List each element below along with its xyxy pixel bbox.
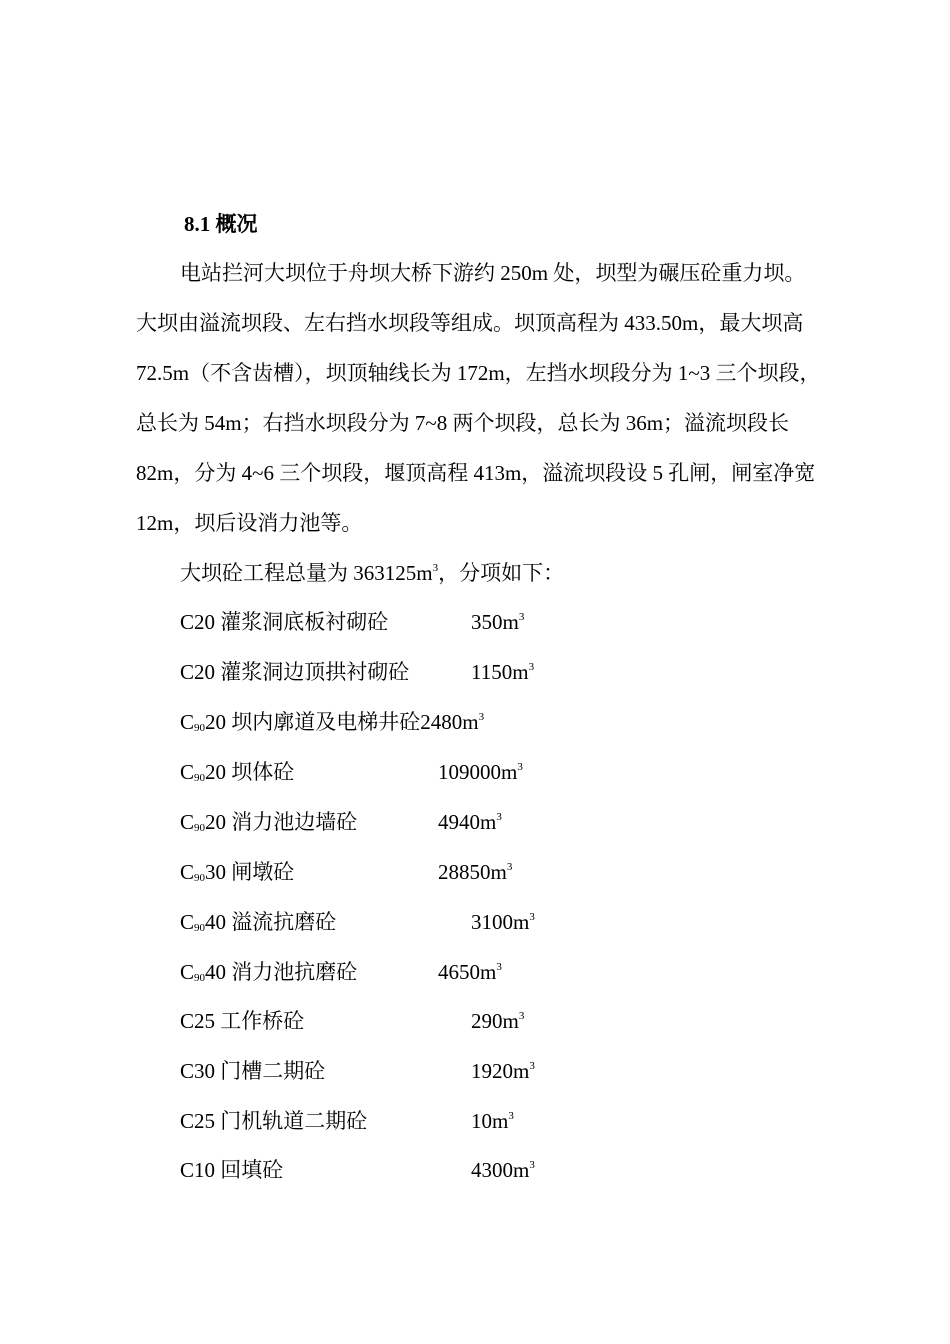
item-quantity: $4940m^3$ (438, 810, 502, 834)
paragraph-line: 总长为 54m；右挡水坝段分为 7~8 两个坝段，总长为 36m；溢流坝段长 (136, 411, 790, 435)
grade-subscript: 90 (194, 872, 206, 884)
concrete-grade: C (180, 710, 195, 734)
list-item: $C_{90}20$ 消力池边墙砼 (180, 810, 358, 834)
item-name: 灌浆洞边顶拱衬砌砼 (215, 660, 410, 684)
item-name: 工作桥砼 (215, 1009, 305, 1033)
grade-subscript: 90 (194, 722, 206, 734)
item-quantity: 2480m (420, 710, 479, 734)
item-quantity: $350m^3$ (471, 610, 525, 634)
list-item: $C_{90}40$ 消力池抗磨砼 (180, 960, 358, 984)
concrete-grade: C (180, 910, 195, 934)
item-quantity: $1920m^3$ (471, 1059, 535, 1083)
item-quantity: $1150m^3$ (471, 660, 535, 684)
paragraph-line: 大坝由溢流坝段、左右挡水坝段等组成。坝顶高程为 433.50m，最大坝高 (136, 311, 804, 335)
total-volume-prefix: 大坝砼工程总量为 363125m (180, 561, 433, 585)
paragraph-line: 12m，坝后设消力池等。 (136, 511, 363, 535)
concrete-grade: C (180, 860, 195, 884)
concrete-grade: C20 (180, 660, 216, 684)
item-name: 灌浆洞底板衬砌砼 (215, 610, 389, 634)
list-item (180, 1155, 283, 1185)
item-name: 消力池边墙砼 (226, 810, 358, 834)
list-item (180, 1006, 304, 1036)
grade-subscript: 90 (194, 822, 206, 834)
paragraph-line: 82m，分为 4~6 三个坝段，堰顶高程 413m，溢流坝段设 5 孔闸，闸室净宽 (136, 461, 816, 485)
item-name: 坝体砼 (226, 760, 295, 784)
grade-subscript: 90 (194, 972, 206, 984)
item-name: 坝内廓道及电梯井砼 (226, 710, 421, 734)
item-quantity: $4650m^3$ (438, 960, 502, 984)
concrete-grade: C10 (180, 1158, 216, 1182)
list-item (180, 1106, 367, 1136)
item-name: 消力池抗磨砼 (226, 960, 358, 984)
item-quantity: $28850m^3$ (438, 860, 513, 884)
list-item (180, 607, 388, 637)
grade-subscript: 90 (194, 922, 206, 934)
concrete-grade: C30 (180, 1059, 216, 1083)
list-item: $C_{90}20$ 坝内廓道及电梯井砼$2480m^3$ (180, 710, 485, 734)
list-item (180, 657, 409, 687)
paragraph-line: 72.5m（不含齿槽），坝顶轴线长为 172m，左挡水坝段分为 1~3 三个坝段， (136, 361, 821, 385)
item-quantity: $109000m^3$ (438, 760, 523, 784)
concrete-grade: C25 (180, 1109, 216, 1133)
list-item: $C_{90}30$ 闸墩砼 (180, 860, 295, 884)
section-heading: 8.1 概况 (184, 212, 258, 236)
item-name: 闸墩砼 (226, 860, 295, 884)
item-name: 溢流抗磨砼 (226, 910, 337, 934)
item-name: 门槽二期砼 (215, 1059, 326, 1083)
paragraph-line: 电站拦河大坝位于舟坝大桥下游约 250m 处，坝型为碾压砼重力坝。 (180, 261, 806, 285)
concrete-grade: C (180, 810, 195, 834)
total-volume-suffix: ，分项如下： (438, 561, 565, 585)
list-item: $C_{90}40$ 溢流抗磨砼 (180, 910, 337, 934)
grade-subscript: 90 (194, 772, 206, 784)
item-quantity: $10m^3$ (471, 1109, 514, 1133)
total-volume-line (180, 558, 564, 588)
concrete-grade: C (180, 960, 195, 984)
unit-superscript: 3 (432, 562, 439, 574)
item-quantity: $4300m^3$ (471, 1158, 535, 1182)
item-name: 回填砼 (215, 1158, 284, 1182)
concrete-grade: C20 (180, 610, 216, 634)
item-quantity: $3100m^3$ (471, 910, 535, 934)
item-quantity: $290m^3$ (471, 1009, 525, 1033)
list-item (180, 1056, 325, 1086)
list-item: $C_{90}20$ 坝体砼 (180, 760, 295, 784)
concrete-grade: C (180, 760, 195, 784)
concrete-grade: C25 (180, 1009, 216, 1033)
item-name: 门机轨道二期砼 (215, 1109, 368, 1133)
